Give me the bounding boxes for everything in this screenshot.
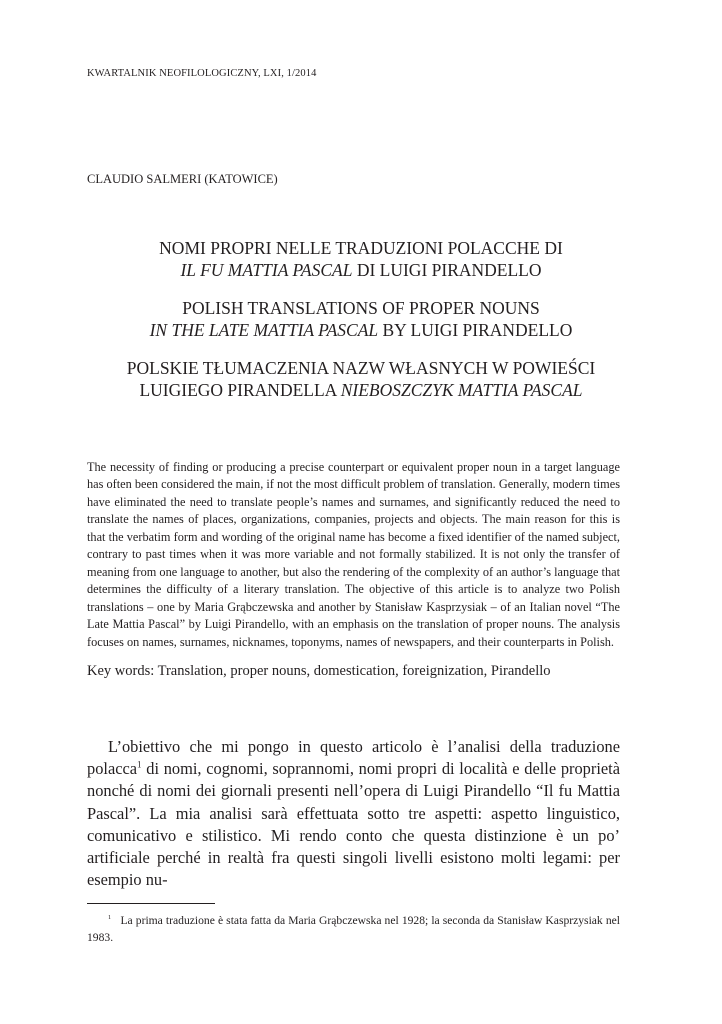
title-italian-author: DI LUIGI PIRANDELLO (352, 260, 542, 280)
title-polish-line2 (87, 379, 635, 401)
title-italian-line1: NOMI PROPRI NELLE TRADUZIONI POLACCHE DI (159, 238, 563, 258)
title-italian (87, 237, 635, 281)
title-italian-novel: IL FU MATTIA PASCAL (180, 260, 353, 280)
abstract: The necessity of finding or producing a precise counterpart or equivalent proper noun in a target language has often been considered the main, if not the most difficult problem of translation. Generally, modern times have eliminated the need to translate people’s names and surnames, and significantly reduced the need to translate the names of places, organizations, companies, projects and objects. The main reason for this is that the verbatim form and wording of the original name has become a fixed identifier of the named subject, contrary to past times when it was more variable and not formally stabilized. It is not only the transfer of meaning from one language to another, but also the rendering of the complexity of an author’s language that determines the difficulty of a literary translation. The objective of this article is to analyze two Polish translations – one by Maria Grąbczewska and another by Stanisław Kasprzysiak – of an Italian novel “The Late Mattia Pascal” by Luigi Pirandello, with an emphasis on the translation of proper nouns. The analysis focuses on names, surnames, nicknames, toponyms, names of newspapers, and their counterparts in Polish. (87, 460, 620, 649)
title-polish-line1: POLSKIE TŁUMACZENIA NAZW WŁASNYCH W POWIEŚCI (126, 358, 596, 378)
journal-header: KWARTALNIK NEOFILOLOGICZNY, LXI, 1/2014 (87, 68, 317, 79)
title-polish-author: LUIGIEGO PIRANDELLA (139, 380, 341, 400)
title-english-line2 (87, 319, 635, 341)
footnote-reference[interactable]: 1 (137, 759, 142, 770)
title-english-author: BY LUIGI PIRANDELLO (378, 320, 573, 340)
author-name: CLAUDIO SALMERI (KATOWICE) (87, 172, 278, 186)
title-polish-novel: NIEBOSZCZYK MATTIA PASCAL (340, 380, 583, 400)
footnote (87, 912, 620, 946)
footnote-divider (87, 903, 215, 904)
title-polish (87, 357, 635, 401)
footnote-text: La prima traduzione è stata fatta da Maria Grąbczewska nel 1928; la seconda da Stanisław Kasprzysiak nel 1983. (87, 914, 620, 944)
footnote-number: 1 (108, 914, 112, 922)
body-text-part2: di nomi, cognomi, soprannomi, nomi propri di località e delle proprietà nonché di nomi dei giornali presenti nell’opera di Luigi Pirandello “Il fu Mattia Pascal”. La mia analisi sarà effettuata sotto tre aspetti: aspetto linguistico, comunicativo e stilistico. Mi rendo conto che questa distinzione è un po’ artificiale perché in realtà fra questi singoli livelli esistono molti legami: per esempio nu- (87, 759, 620, 890)
article-titles (87, 237, 635, 401)
title-english-line1: POLISH TRANSLATIONS OF PROPER NOUNS (182, 298, 540, 318)
title-english-novel: IN THE LATE MATTIA PASCAL (149, 320, 379, 340)
body-text-part1: L’obiettivo che mi pongo in questo articolo è l’analisi della traduzione polacca (87, 737, 620, 779)
keywords: Key words: Translation, proper nouns, domestication, foreignization, Pirandello (87, 663, 551, 679)
body-paragraph (87, 736, 620, 891)
title-italian-line2 (87, 259, 635, 281)
title-english (87, 297, 635, 341)
